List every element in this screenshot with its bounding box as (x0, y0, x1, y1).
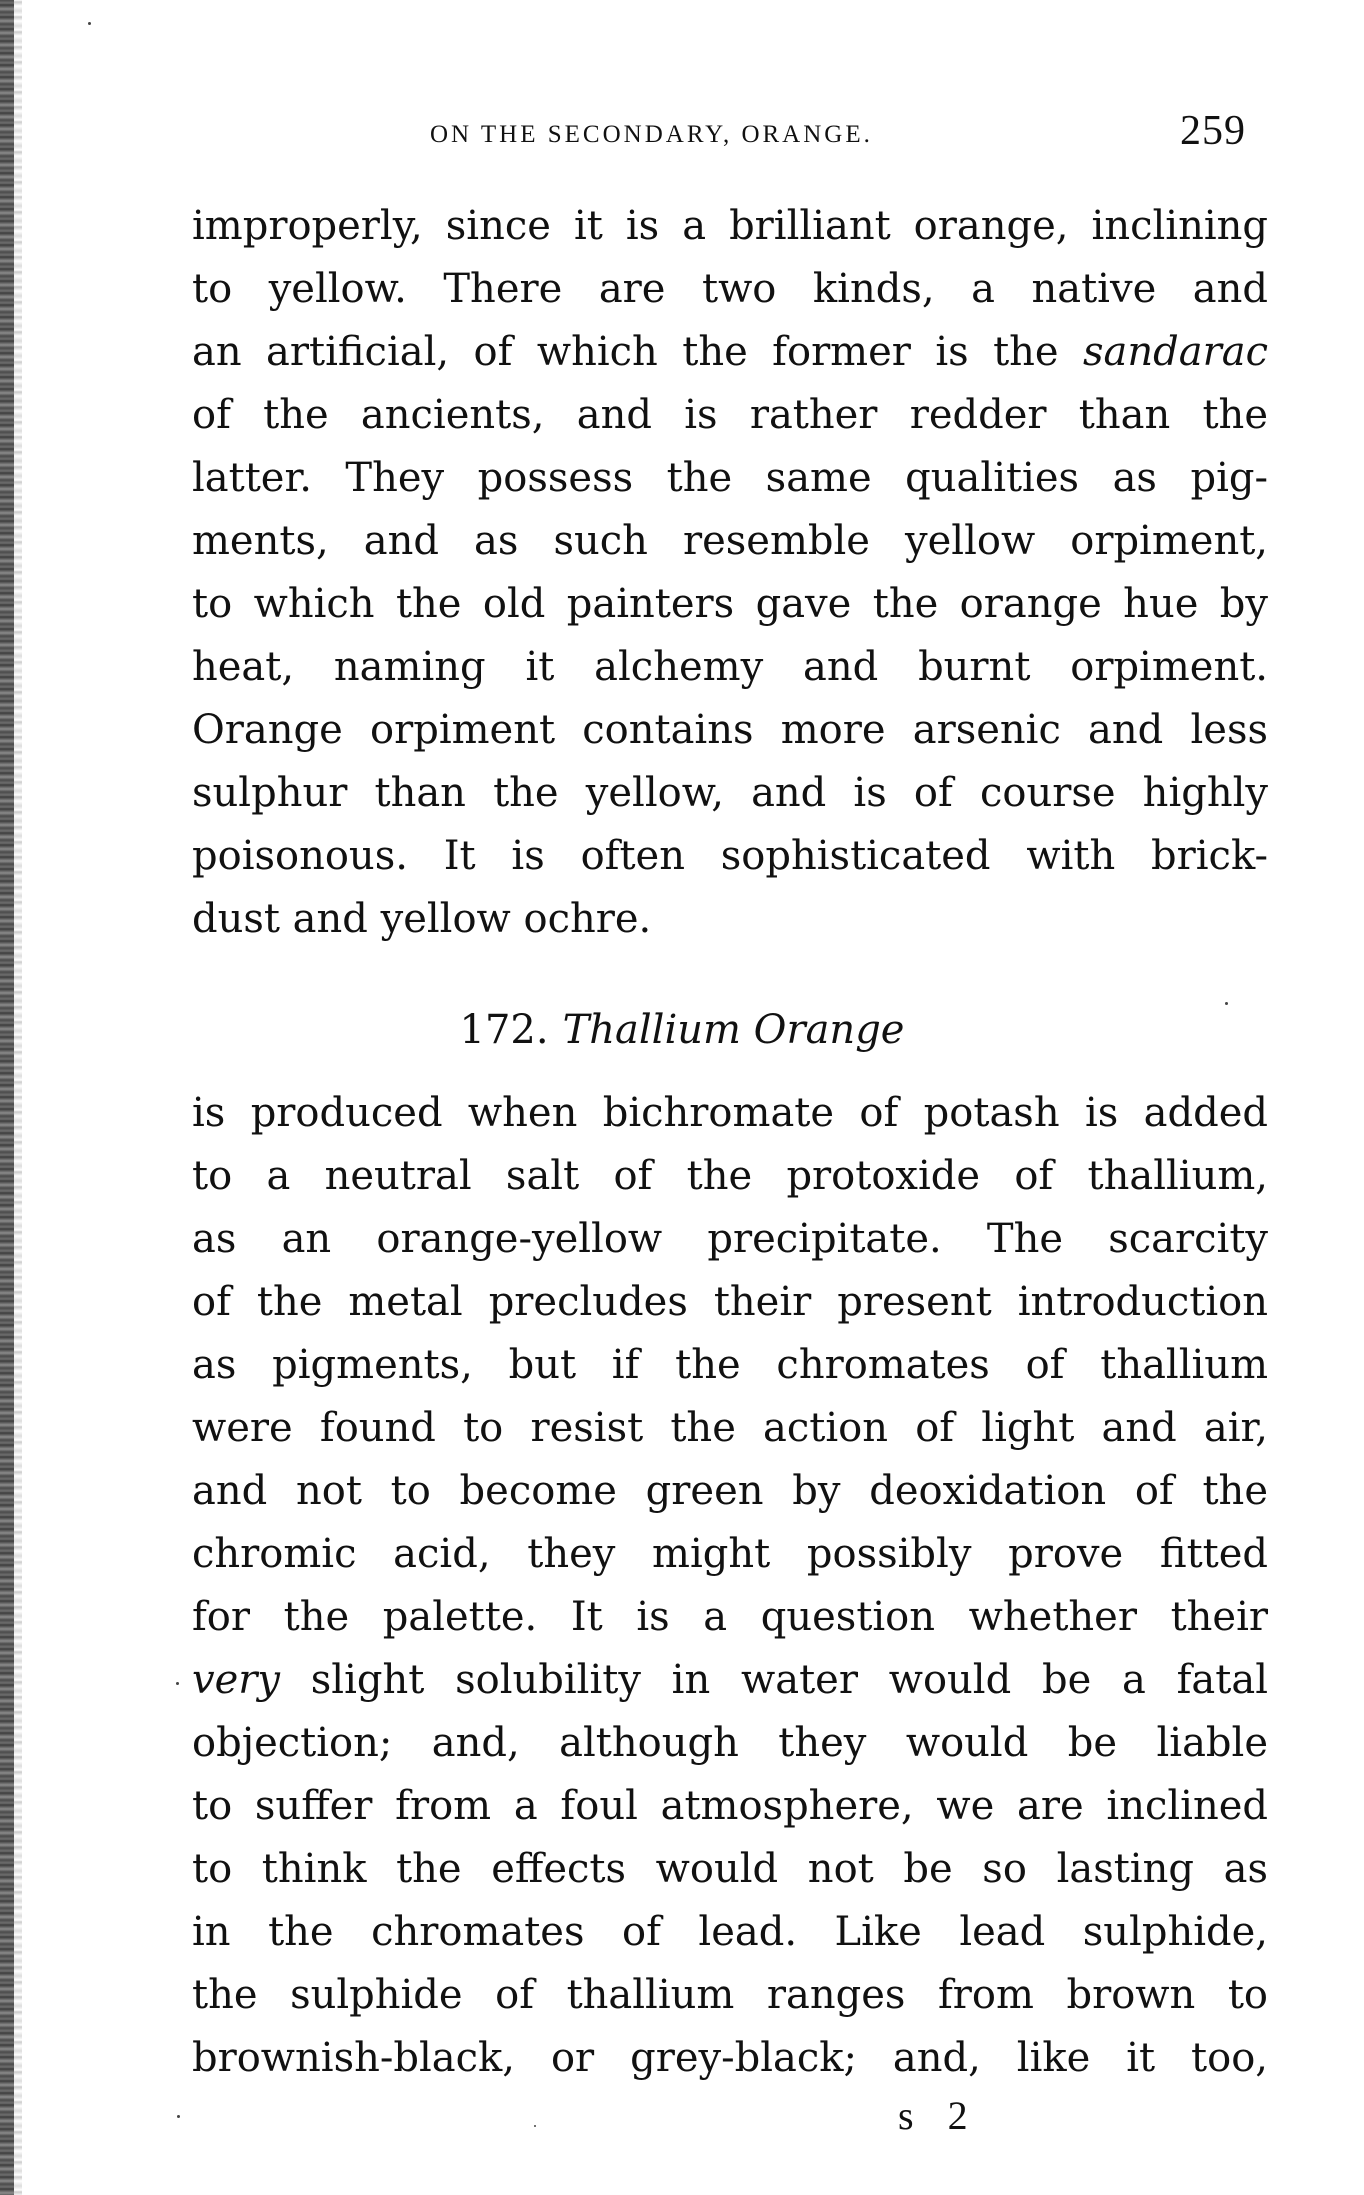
text-line: brownish-black, or grey-black; and, like it too, (192, 2035, 1268, 2081)
text-line: heat, naming it alchemy and burnt orpiment. (192, 644, 1268, 690)
paragraph-2 (192, 1082, 1268, 2090)
text-line: to think the effects would not be so lasting as (192, 1846, 1268, 1892)
page-number: 259 (1180, 108, 1246, 154)
text-line: and not to become green by deoxidation of the (192, 1468, 1268, 1514)
text-line: were found to resist the action of light and air, (192, 1405, 1268, 1451)
binding-edge (0, 0, 14, 2195)
text-line: improperly, since it is a brilliant orange, inclining (192, 203, 1268, 249)
text-line: sulphur than the yellow, and is of course highly (192, 770, 1268, 816)
text-line: in the chromates of lead. Like lead sulphide, (192, 1909, 1268, 1955)
print-speck (176, 1682, 179, 1685)
text-line: ments, and as such resemble yellow orpiment, (192, 518, 1268, 564)
section-heading (0, 1005, 1364, 1055)
section-title: Thallium Orange (562, 1007, 905, 1053)
print-speck (534, 2125, 536, 2127)
italic-word-very: very (192, 1657, 280, 1703)
text-line: objection; and, although they would be liable (192, 1720, 1268, 1766)
text-line: poisonous. It is often sophisticated with brick- (192, 833, 1268, 879)
print-speck (88, 22, 91, 25)
text-line: chromic acid, they might possibly prove fitted (192, 1531, 1268, 1577)
paragraph-1 (192, 195, 1268, 951)
text-line: is produced when bichromate of potash is added (192, 1090, 1268, 1136)
running-title: ON THE SECONDARY, ORANGE. (430, 121, 873, 148)
text-line: latter. They possess the same qualities as pig- (192, 455, 1268, 501)
text-line: as an orange-yellow precipitate. The scarcity (192, 1216, 1268, 1262)
binding-shadow (14, 0, 22, 2195)
text-line-part: slight solubility in water would be a fatal (280, 1657, 1268, 1703)
section-number: 172. (459, 1007, 549, 1053)
text-line: the sulphide of thallium ranges from brown to (192, 1972, 1268, 2018)
italic-word-sandarac: sandarac (1083, 329, 1268, 375)
signature-mark: s 2 (898, 2093, 980, 2138)
text-line: as pigments, but if the chromates of thallium (192, 1342, 1268, 1388)
text-line: Orange orpiment contains more arsenic and less (192, 707, 1268, 753)
text-line: for the palette. It is a question whether their (192, 1594, 1268, 1640)
text-line-with-italic (192, 1649, 1268, 1712)
text-line: of the metal precludes their present introduction (192, 1279, 1268, 1325)
text-line: of the ancients, and is rather redder than the (192, 392, 1268, 438)
running-head (0, 108, 1364, 155)
print-speck (177, 2115, 180, 2118)
text-line: to yellow. There are two kinds, a native and (192, 266, 1268, 312)
text-line: to a neutral salt of the protoxide of thallium, (192, 1153, 1268, 1199)
text-line-with-italic (192, 321, 1268, 384)
text-line: dust and yellow ochre. (192, 896, 652, 942)
print-speck (1225, 1002, 1228, 1005)
text-line: to suffer from a foul atmosphere, we are inclined (192, 1783, 1268, 1829)
text-line: to which the old painters gave the orange hue by (192, 581, 1268, 627)
text-line-part: an artificial, of which the former is the (192, 329, 1084, 375)
